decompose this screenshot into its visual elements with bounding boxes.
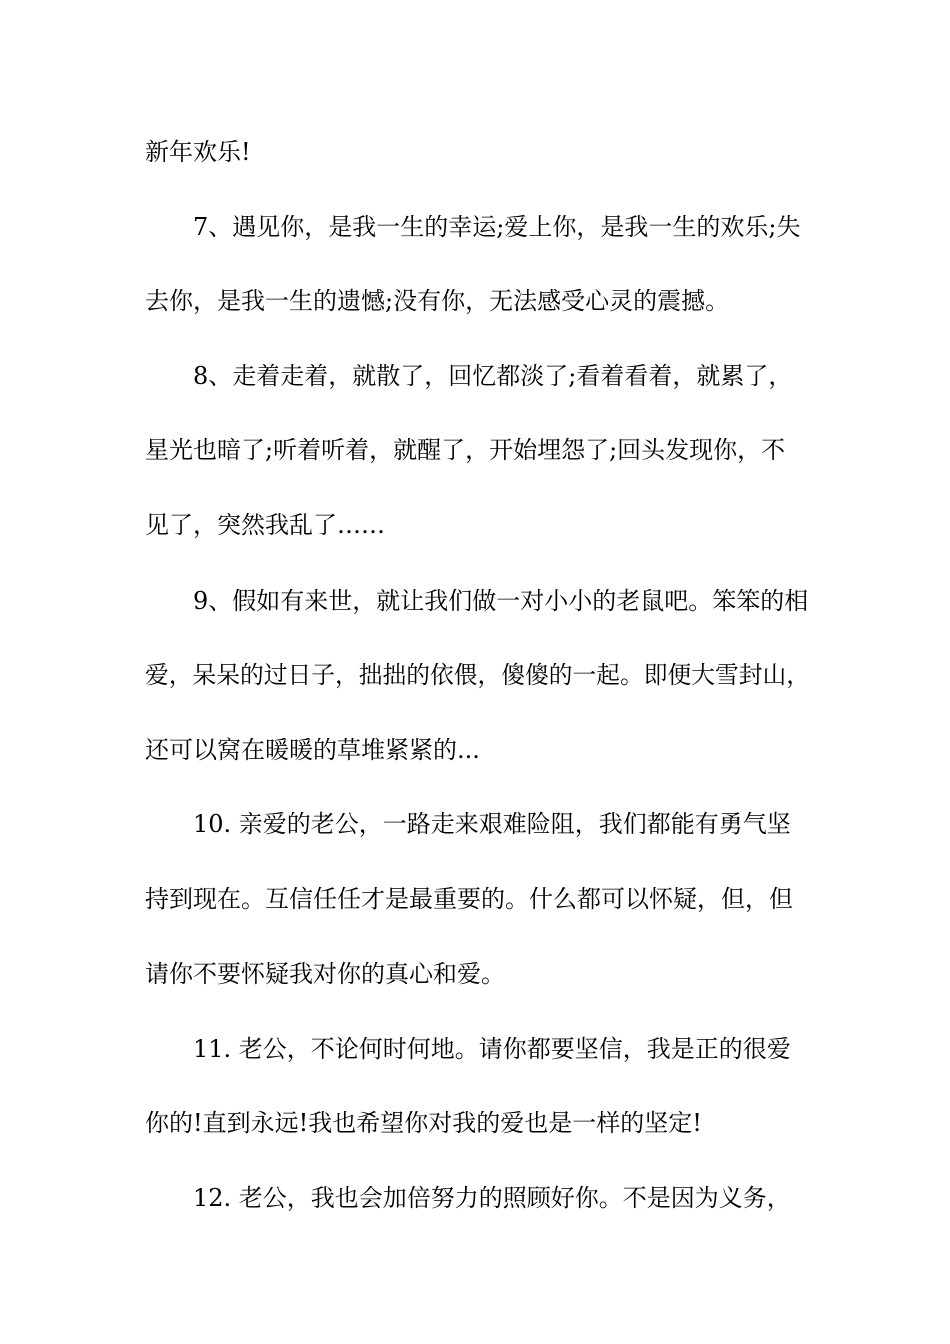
paragraph-10-line-2: 持到现在。互信任任才是最重要的。什么都可以怀疑，但，但 [145, 885, 793, 913]
paragraph-8-line-3: 见了，突然我乱了…… [145, 511, 385, 539]
paragraph-12-line-1: 12. 老公，我也会加倍努力的照顾好你。不是因为义务， [193, 1184, 791, 1212]
paragraph-10-line-1: 10. 亲爱的老公，一路走来艰难险阻，我们都能有勇气坚 [193, 810, 791, 838]
paragraph-9-line-2: 爱，呆呆的过日子，拙拙的依偎，傻傻的一起。即便大雪封山， [145, 661, 811, 689]
paragraph-11-line-1: 11. 老公，不论何时何地。请你都要坚信，我是正的很爱 [193, 1035, 791, 1063]
paragraph-8-line-1: 8、走着走着，就散了，回忆都淡了;看着看着，就累了， [193, 362, 793, 390]
paragraph-7-line-2: 去你，是我一生的遗憾;没有你，无法感受心灵的震撼。 [145, 287, 730, 315]
text-line: 新年欢乐! [145, 138, 251, 166]
paragraph-7-line-1: 7、遇见你，是我一生的幸运;爱上你，是我一生的欢乐;失 [193, 213, 801, 241]
paragraph-9-line-3: 还可以窝在暖暖的草堆紧紧的... [145, 736, 480, 764]
paragraph-8-line-2: 星光也暗了;听着听着，就醒了，开始埋怨了;回头发现你，不 [145, 436, 786, 464]
paragraph-10-line-3: 请你不要怀疑我对你的真心和爱。 [145, 960, 505, 988]
paragraph-9-line-1: 9、假如有来世，就让我们做一对小小的老鼠吧。笨笨的相 [193, 587, 809, 615]
paragraph-11-line-2: 你的!直到永远!我也希望你对我的爱也是一样的坚定! [145, 1109, 702, 1137]
